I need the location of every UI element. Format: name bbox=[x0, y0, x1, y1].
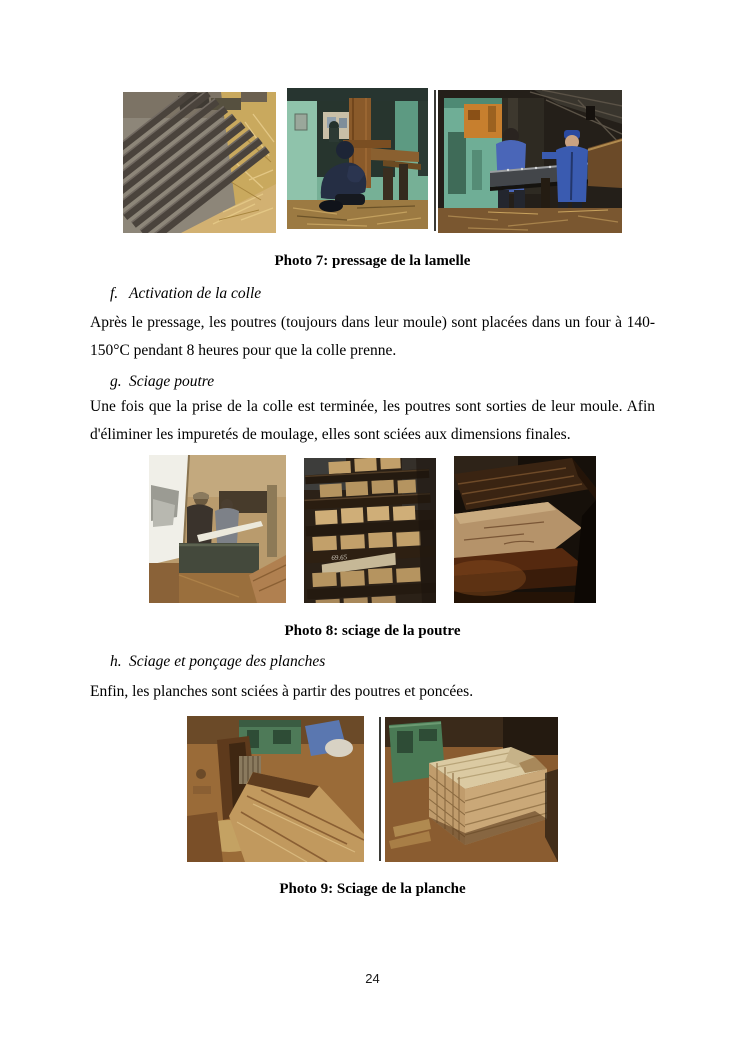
section-g-heading bbox=[90, 373, 655, 391]
section-f-title: Activation de la colle bbox=[129, 285, 262, 302]
figure-row-photo9 bbox=[0, 716, 745, 862]
photo-9-1-plank-sawing bbox=[187, 716, 364, 862]
figure-row-photo8 bbox=[0, 455, 745, 603]
photo-7-3-workers-beam bbox=[438, 90, 622, 233]
section-h-label: h. bbox=[110, 653, 122, 670]
text-content bbox=[0, 285, 745, 449]
photo-divider bbox=[434, 90, 436, 231]
section-f-paragraph: Après le pressage, les poutres (toujours dans leur moule) sont placées dans un four à 140-150°C pendant 8 heures pour que la colle prenne. bbox=[90, 314, 655, 359]
section-h-paragraph: Enfin, les planches sont sciées à partir des poutres et poncées. bbox=[90, 683, 474, 700]
photo8-caption: Photo 8: sciage de la poutre bbox=[284, 623, 461, 639]
page-number: 24 bbox=[365, 971, 380, 986]
section-g-title: Sciage poutre bbox=[129, 373, 215, 390]
photo-7-2-press-worker bbox=[287, 88, 428, 229]
text-content-2 bbox=[0, 653, 745, 706]
section-h-title: Sciage et ponçage des planches bbox=[129, 653, 326, 670]
photo-8-1-sawing-workshop bbox=[149, 455, 286, 603]
section-f-heading bbox=[90, 285, 655, 303]
photo9-caption: Photo 9: Sciage de la planche bbox=[279, 881, 466, 897]
photo-8-2-beam-stack bbox=[304, 458, 436, 603]
section-h-heading bbox=[90, 653, 655, 671]
photo-8-3-beam-closeup bbox=[454, 456, 596, 603]
photo7-caption: Photo 7: pressage de la lamelle bbox=[274, 253, 471, 269]
photo-7-1-moulds-on-straw bbox=[123, 92, 276, 233]
photo-9-2-plank-stack bbox=[385, 717, 558, 862]
section-g-label: g. bbox=[110, 373, 122, 390]
section-g-paragraph: Une fois que la prise de la colle est terminée, les poutres sont sorties de leur moule. Afin d'éliminer les impuretés de moulage, elles sont sciées aux dimensions finales. bbox=[90, 398, 655, 443]
photo-divider bbox=[379, 717, 381, 861]
beam-marking-text: 69.65 bbox=[331, 553, 348, 563]
section-f-label: f. bbox=[110, 285, 119, 302]
figure-row-photo7 bbox=[0, 88, 745, 233]
